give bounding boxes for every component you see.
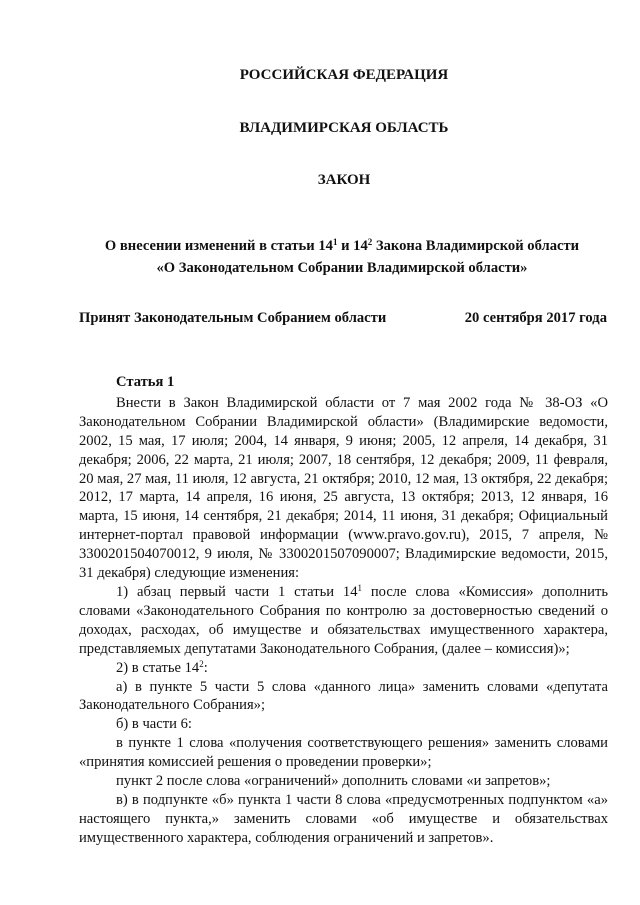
article-paragraph-1: Внести в Закон Владимирской области от 7 мая 2002 года № 38-ОЗ «О Законодательном Собрании Владимирской области» (Владимирские ведомости, 2002, 15 мая, 17 июля; 2004, 14 января, 9 июня; 2005, 12 апреля, 14 декабря, 31 декабря; 2006, 22 марта, 21 июля; 2007, 18 сентября, 12 декабря; 2009, 11 февраля, 20 мая, 27 мая, 11 июля, 12 августа, 21 октября; 2010, 12 мая, 13 октября, 22 декабря; 2012, 17 марта, 14 апреля, 16 июня, 25 августа, 13 октября; 2013, 12 января, 16 марта, 15 июня, 14 сентября, 21 декабря; 2014, 11 июня, 31 декабря; Официальный интернет-портал правовой информации (www.pravo.gov.ru), 2015, 7 апреля, № 3300201504070012, 9 июля, № 3300201507090007; Владимирские ведомости, 2015, 31 декабря) следующие изменения:: [79, 394, 608, 582]
article-paragraph-7: пункт 2 после слова «ограничений» дополнить словами «и запретов»;: [116, 773, 551, 790]
article-paragraph-6: в пункте 1 слова «получения соответствующего решения» заменить словами «принятия комиссией решения о проведении проверки»;: [79, 735, 608, 771]
adoption-date: 20 сентября 2017 года: [464, 310, 607, 326]
region-heading: ВЛАДИМИРСКАЯ ОБЛАСТЬ: [239, 120, 449, 136]
law-title-part-c: Закона Владимирской области: [372, 238, 580, 254]
article-paragraph-3: [79, 659, 608, 678]
article-paragraph-2: [79, 583, 608, 659]
article-paragraph-4: а) в пункте 5 части 5 слова «данного лица» заменить словами «депутата Законодательного Собрания»;: [79, 678, 608, 714]
law-title-sup-2: 2: [367, 237, 373, 247]
law-title-part-a: О внесении изменений в статьи 14: [104, 238, 333, 254]
paragraph-2-part-a: 1) абзац первый части 1 статьи 14: [116, 583, 358, 600]
paragraph-2-part-b: после слова «Комиссия» дополнить словами «Законодательного Собрания по контролю за достоверностью сведений о доходах, расходах, об имуществе и обязательствах имущественного характера, представляемых депутатами Законодательного Собрания, (далее – комиссия)»;: [79, 583, 608, 657]
paragraph-3-part-a: 2) в статье 14: [116, 659, 200, 676]
adopted-by: Принят Законодательным Собранием области: [79, 310, 387, 326]
article-body: [79, 373, 608, 848]
doc-type-heading: ЗАКОН: [317, 172, 371, 188]
paragraph-3-part-b: :: [203, 659, 208, 676]
article-paragraph-5: б) в части 6:: [116, 716, 192, 733]
article-paragraph-8: в) в подпункте «б» пункта 1 части 8 слова «предусмотренных подпунктом «а» настоящего пункта,» заменить словами «об имуществе и обязательствах имущественного характера, соблюдения ограничений и запретов».: [79, 791, 608, 846]
law-title-line-2: «О Законодательном Собрании Владимирской области»: [156, 260, 528, 276]
paragraph-2-sup: 1: [357, 582, 363, 593]
paragraph-3-sup: 2: [199, 658, 204, 669]
country-heading: РОССИЙСКАЯ ФЕДЕРАЦИЯ: [239, 67, 449, 83]
article-title: Статья 1: [116, 374, 175, 390]
law-title-line-1: [22, 237, 640, 255]
law-title-sup-1: 1: [332, 237, 338, 247]
law-title-part-b: и 14: [337, 238, 368, 254]
